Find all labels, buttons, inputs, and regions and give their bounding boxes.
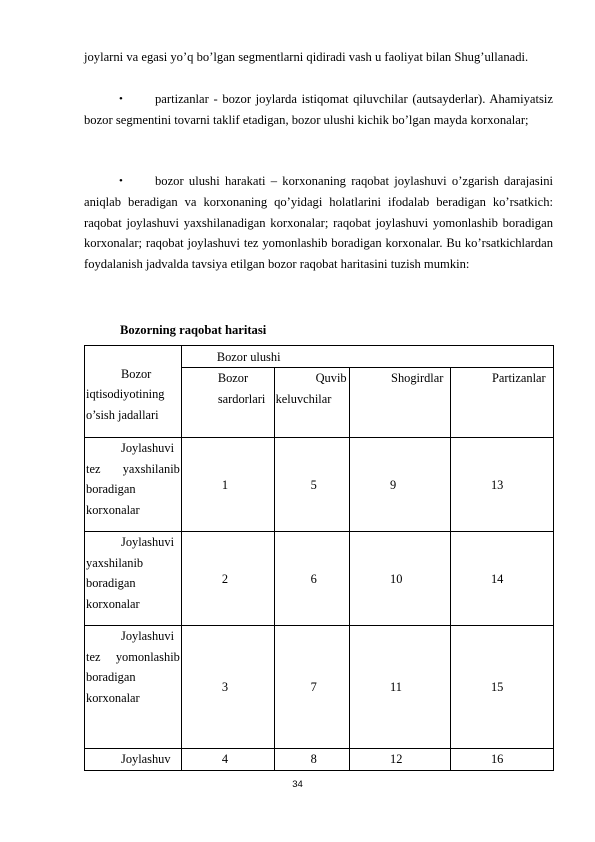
table-cell: 6 — [274, 532, 349, 626]
row-label: Joylashuvi tez yomonlashib boradigan korxonalar — [85, 626, 182, 749]
paragraph-3: bozor ulushi harakati – korxonaning raqobat joylashuvi o’zgarish darajasini aniqlab beradigan va korxonaning qo’yidagi holatlarini ifodalab beradigan ko’rsatkich: raqobat joylashuvi yaxshilanadigan korxonalar; raqobat joylashuvi yomonlashib boradigan korxonalar; raqobat joylashuvi tez yomonlashib boradigan korxonalar. Bu ko’rsatkichlardan foydalanish jadvalda tavsiya etilgan bozor raqobat haritasini tuzish mumkin: — [84, 174, 553, 272]
table-title: Bozorning raqobat haritasi — [120, 323, 267, 337]
table-cell: 9 — [350, 438, 451, 532]
table-cell: 8 — [274, 749, 349, 770]
row-label: Joylashuvi tez yaxshilanib boradigan korxonalar — [85, 438, 182, 532]
table-group-header: Bozor ulushi — [181, 346, 553, 368]
table-cell: 11 — [350, 626, 451, 749]
column-header-followers: Shogirdlar — [350, 368, 451, 438]
row-label: Joylashuvi yaxshilanib boradigan korxonalar — [85, 532, 182, 626]
table-row — [85, 532, 554, 626]
table-cell: 2 — [181, 532, 274, 626]
table-cell: 5 — [274, 438, 349, 532]
table-cell: 14 — [450, 532, 553, 626]
paragraph-2: partizanlar - bozor joylarda istiqomat qiluvchilar (autsayderlar). Ahamiyatsiz bozor segmentini tovarni taklif etadigan, bozor ulushi kichik bo’lgan mayda korxonalar; — [84, 92, 553, 127]
table-cell: 13 — [450, 438, 553, 532]
table-cell: 15 — [450, 626, 553, 749]
competition-map-table — [84, 345, 554, 771]
table-cell: 4 — [181, 749, 274, 770]
table-row — [85, 438, 554, 532]
bullet-2: • — [119, 175, 123, 187]
page-number: 34 — [292, 779, 303, 790]
table-row — [85, 749, 554, 770]
table-cell: 7 — [274, 626, 349, 749]
table-cell: 1 — [181, 438, 274, 532]
table-cell: 10 — [350, 532, 451, 626]
row-label: Joylashuv — [85, 749, 182, 770]
table-cell: 12 — [350, 749, 451, 770]
table-corner-cell: Bozor iqtisodiyotining o’sish jadallari — [85, 346, 182, 438]
column-header-partisans: Partizanlar — [450, 368, 553, 438]
column-header-challengers: Quvib keluvchilar — [274, 368, 349, 438]
bullet-1: • — [119, 93, 123, 105]
table-cell: 16 — [450, 749, 553, 770]
column-header-leaders: Bozor sardorlari — [181, 368, 274, 438]
table-cell: 3 — [181, 626, 274, 749]
paragraph-1: joylarni va egasi yo’q bo’lgan segmentlarni qidiradi vash u faoliyat bilan Shug’ullanadi. — [84, 50, 529, 64]
table-row — [85, 626, 554, 749]
